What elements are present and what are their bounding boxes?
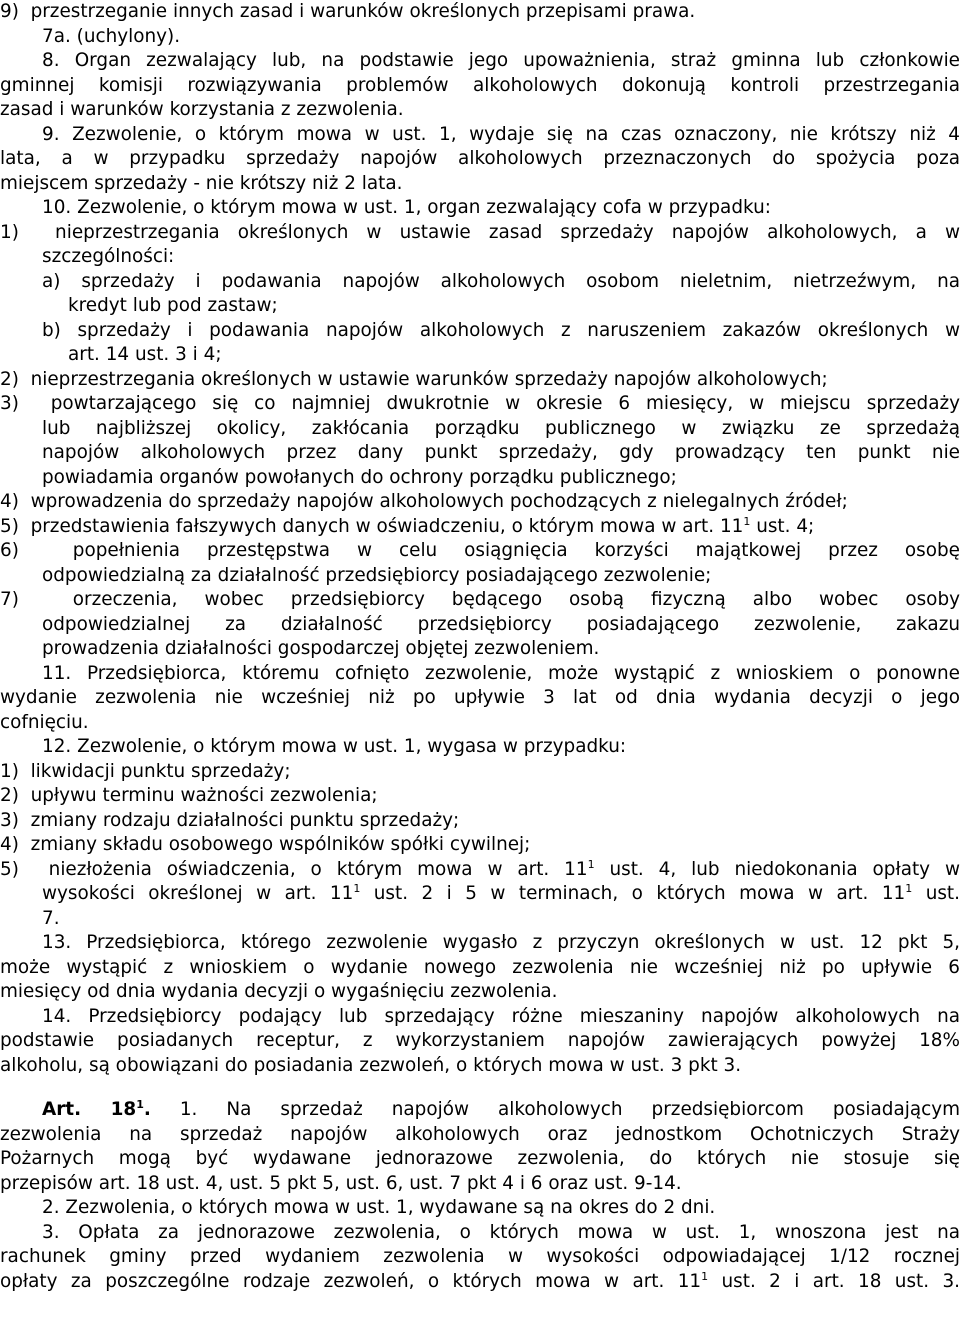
article-heading: Art. $18^1$. — [42, 1098, 151, 1120]
text-line: 13. Przedsiębiorca, którego zezwolenie wygasło z przyczyn określonych w ust. 12 pkt 5, — [42, 932, 960, 953]
text-line: wysokości określonej w art. $11^1$ ust. 2 i 5 w terminach, o których mowa w art. $11^1$ ust. — [42, 882, 960, 904]
superscript: 1 — [136, 1098, 144, 1111]
superscript: 1 — [905, 882, 913, 895]
text-line: miesięcy od dnia wydania decyzji o wygaśnięciu zezwolenia. — [0, 981, 558, 1002]
text-line: b) sprzedaży i podawania napojów alkoholowych z naruszeniem zakazów określonych w — [42, 319, 960, 341]
text-line: 10. Zezwolenie, o którym mowa w ust. 1, organ zezwalający cofa w przypadku: — [42, 197, 771, 218]
text-line: odpowiedzialną za działalność przedsiębiorcy posiadającego zezwolenie; — [42, 564, 712, 586]
text-line: 3. Opłata za jednorazowe zezwolenia, o których mowa w ust. 1, wnoszona jest na — [42, 1221, 960, 1243]
text-line: lata, a w przypadku sprzedaży napojów alkoholowych przeznaczonych do spożycia poza — [0, 148, 960, 169]
text-line: opłaty za poszczególne rodzaje zezwoleń, o których mowa w art. $11^1$ ust. 2 i art. 18 ust. 3. — [0, 1269, 960, 1292]
text-line: cofnięciu. — [0, 711, 89, 733]
superscript: 1 — [701, 1269, 709, 1283]
text-line: zezwolenia na sprzedaż napojów alkoholowych oraz jednostkom Ochotniczych Straży — [0, 1123, 960, 1145]
text-line: może wystąpić z wnioskiem o wydanie nowego zezwolenia nie wcześniej niż po upływie 6 — [0, 956, 960, 978]
text-line: 7a. (uchylony). — [42, 25, 181, 47]
text-line: 9. Zezwolenie, o którym mowa w ust. 1, wydaje się na czas oznaczony, nie krótszy niż 4 — [42, 123, 960, 145]
text-line: zasad i warunków korzystania z zezwolenia. — [0, 99, 404, 120]
text-line: 8. Organ zezwalający lub, na podstawie jego upoważnienia, straż gminna lub członkowie — [42, 50, 960, 71]
text-line: 5) przedstawienia fałszywych danych w oświadczeniu, o którym mowa w art. $11^1$ ust. 4; — [0, 514, 815, 537]
text-line: 9) przestrzeganie innych zasad i warunków określonych przepisami prawa. — [0, 1, 696, 22]
text-line: przepisów art. 18 ust. 4, ust. 5 pkt 5, ust. 6, ust. 7 pkt 4 i 6 oraz ust. 9-14. — [0, 1172, 682, 1194]
superscript: 1 — [353, 882, 361, 895]
text-line: 4) wprowadzenia do sprzedaży napojów alkoholowych pochodzących z nielegalnych źródeł; — [0, 491, 848, 512]
text-line: a) sprzedaży i podawania napojów alkoholowych osobom nieletnim, nietrzeźwym, na — [42, 270, 960, 292]
superscript: 1 — [743, 514, 751, 528]
text-line: 2. Zezwolenia, o których mowa w ust. 1, wydawane są na okres do 2 dni. — [42, 1197, 716, 1218]
text-line: powiadamia organów powołanych do ochrony porządku publicznego; — [42, 466, 677, 488]
text-line: 6) popełnienia przestępstwa w celu osiągnięcia korzyści majątkowej przez osobę — [0, 540, 960, 561]
text-line: miejscem sprzedaży - nie krótszy niż 2 lata. — [0, 172, 403, 194]
text-line: 1) nieprzestrzegania określonych w ustawie zasad sprzedaży napojów alkoholowych, a w — [0, 221, 960, 243]
text-line: napojów alkoholowych przez dany punkt sprzedaży, gdy prowadzący ten punkt nie — [42, 442, 960, 463]
text-line: kredyt lub pod zastaw; — [68, 295, 278, 316]
text-line: 7. — [42, 907, 60, 929]
text-line: rachunek gminy przed wydaniem zezwolenia w wysokości odpowiadającej 1/12 rocznej — [0, 1246, 960, 1267]
text-line: prowadzenia działalności gospodarczej objętej zezwoleniem. — [42, 638, 600, 659]
text-line: 3) powtarzającego się co najmniej dwukrotnie w okresie 6 miesięcy, w miejscu sprzedaży — [0, 393, 960, 414]
text-line: 3) zmiany rodzaju działalności punktu sprzedaży; — [0, 809, 460, 831]
text-line: Art. $18^1$. 1. Na sprzedaż napojów alkoholowych przedsiębiorcom posiadającym — [42, 1098, 960, 1120]
text-line: 14. Przedsiębiorcy podający lub sprzedający różne mieszaniny napojów alkoholowych na — [42, 1005, 960, 1027]
text-line: 1) likwidacji punktu sprzedaży; — [0, 760, 291, 782]
text-line: 2) nieprzestrzegania określonych w ustawie warunków sprzedaży napojów alkoholowych; — [0, 368, 828, 390]
text-line: 5) niezłożenia oświadczenia, o którym mowa w art. $11^1$ ust. 4, lub niedokonania opłaty w — [0, 857, 960, 880]
text-line: 7) orzeczenia, wobec przedsiębiorcy będącego osobą fizyczną albo wobec osoby — [0, 589, 960, 610]
text-line: art. 14 ust. 3 i 4; — [68, 344, 222, 365]
text-line: podstawie posiadanych receptur, z wykorzystaniem napojów zawierających powyżej 18% — [0, 1030, 960, 1051]
text-line: 12. Zezwolenie, o którym mowa w ust. 1, wygasa w przypadku: — [42, 736, 627, 757]
text-line: wydanie zezwolenia nie wcześniej niż po upływie 3 lat od dnia wydania decyzji o jego — [0, 687, 960, 708]
text-line: odpowiedzialnej za działalność przedsiębiorcy posiadającego zezwolenie, zakazu — [42, 613, 960, 635]
text-line: lub najbliższej okolicy, zakłócania porządku publicznego w związku ze sprzedażą — [42, 417, 960, 439]
superscript: 1 — [587, 857, 595, 871]
text-line: 4) zmiany składu osobowego wspólników spółki cywilnej; — [0, 834, 531, 855]
text-line: alkoholu, są obowiązani do posiadania zezwoleń, o których mowa w ust. 3 pkt 3. — [0, 1054, 742, 1076]
text-line: 11. Przedsiębiorca, któremu cofnięto zezwolenie, może wystąpić z wnioskiem o ponowne — [42, 662, 960, 684]
text-line: Pożarnych mogą być wydawane jednorazowe zezwolenia, do których nie stosuje się — [0, 1148, 960, 1169]
text-line: 2) upływu terminu ważności zezwolenia; — [0, 785, 378, 806]
text-line: gminnej komisji rozwiązywania problemów alkoholowych dokonują kontroli przestrzegania — [0, 74, 960, 96]
text-line: szczególności: — [42, 246, 175, 267]
